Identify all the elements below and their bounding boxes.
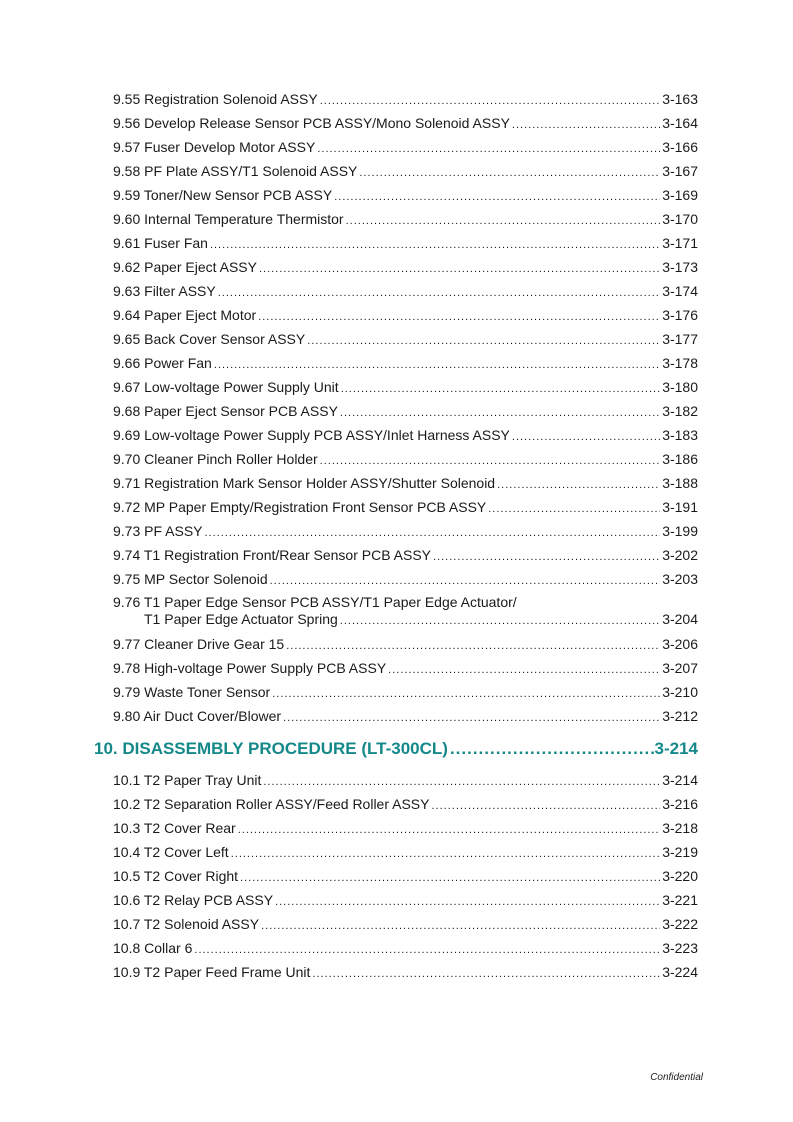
toc-entry[interactable] xyxy=(113,495,698,519)
toc-entry-page: 3-207 xyxy=(662,660,698,676)
dot-leader xyxy=(497,471,660,497)
toc-entry[interactable] xyxy=(113,840,698,864)
dot-leader xyxy=(512,423,660,449)
dot-leader xyxy=(286,632,660,658)
toc-entry-page: 3-171 xyxy=(662,235,698,251)
toc-entry-title: 9.76 T1 Paper Edge Sensor PCB ASSY/T1 Paper Edge Actuator/ xyxy=(113,594,517,610)
dot-leader xyxy=(210,231,660,257)
toc-entry[interactable] xyxy=(113,768,698,792)
dot-leader xyxy=(320,447,661,473)
toc-entry-title: 10.1 T2 Paper Tray Unit xyxy=(113,772,262,788)
toc-entry[interactable] xyxy=(113,816,698,840)
dot-leader xyxy=(431,792,660,818)
toc-entry-title: 9.67 Low-voltage Power Supply Unit xyxy=(113,379,339,395)
table-of-contents xyxy=(94,87,698,984)
toc-entry-page: 3-177 xyxy=(662,331,698,347)
dot-leader xyxy=(263,768,660,794)
dot-leader xyxy=(283,704,660,730)
dot-leader xyxy=(341,375,661,401)
toc-entry[interactable] xyxy=(113,543,698,567)
dot-leader xyxy=(334,183,660,209)
toc-entry[interactable] xyxy=(113,255,698,279)
toc-entry-page: 3-166 xyxy=(662,139,698,155)
toc-entry-title: 9.59 Toner/New Sensor PCB ASSY xyxy=(113,187,333,203)
toc-entry-title: 9.58 PF Plate ASSY/T1 Solenoid ASSY xyxy=(113,163,358,179)
dot-leader xyxy=(340,399,660,425)
toc-section-9-cont xyxy=(113,632,698,728)
dot-leader xyxy=(205,519,661,545)
toc-entry-page: 3-191 xyxy=(662,499,698,515)
toc-entry-page: 3-163 xyxy=(662,91,698,107)
toc-entry[interactable] xyxy=(113,231,698,255)
dot-leader xyxy=(307,327,660,353)
toc-entry-page: 3-188 xyxy=(662,475,698,491)
toc-entry-page: 3-183 xyxy=(662,427,698,443)
toc-entry-page: 3-210 xyxy=(662,684,698,700)
toc-entry-page: 3-180 xyxy=(662,379,698,395)
toc-entry-page: 3-178 xyxy=(662,355,698,371)
toc-entry-title: 10.5 T2 Cover Right xyxy=(113,868,239,884)
toc-entry[interactable] xyxy=(113,792,698,816)
dot-leader xyxy=(238,816,660,842)
toc-entry[interactable] xyxy=(113,423,698,447)
toc-entry-page: 3-214 xyxy=(662,772,698,788)
toc-entry[interactable] xyxy=(113,375,698,399)
dot-leader xyxy=(512,111,660,137)
toc-entry-page: 3-174 xyxy=(662,283,698,299)
toc-entry-title: 9.56 Develop Release Sensor PCB ASSY/Mono Solenoid ASSY xyxy=(113,115,510,131)
toc-entry-page: 3-224 xyxy=(662,964,698,980)
dot-leader xyxy=(317,135,660,161)
toc-entry-title: 9.75 MP Sector Solenoid xyxy=(113,571,268,587)
toc-entry-page: 3-169 xyxy=(662,187,698,203)
dot-leader xyxy=(194,936,660,962)
toc-entry-title: 9.60 Internal Temperature Thermistor xyxy=(113,211,344,227)
toc-entry-title-continued: T1 Paper Edge Actuator Spring xyxy=(144,611,338,627)
toc-entry-page: 3-199 xyxy=(662,523,698,539)
toc-entry-page: 3-170 xyxy=(662,211,698,227)
toc-entry[interactable] xyxy=(113,183,698,207)
chapter-title: 10. DISASSEMBLY PROCEDURE (LT-300CL) xyxy=(94,739,448,758)
toc-entry-title: 9.74 T1 Registration Front/Rear Sensor PCB ASSY xyxy=(113,547,432,563)
toc-entry[interactable] xyxy=(113,159,698,183)
toc-entry-title: 9.71 Registration Mark Sensor Holder ASSY/Shutter Solenoid xyxy=(113,475,496,491)
toc-entry[interactable] xyxy=(113,111,698,135)
toc-entry-title: 10.9 T2 Paper Feed Frame Unit xyxy=(113,964,311,980)
toc-entry-page: 3-186 xyxy=(662,451,698,467)
chapter-page: 3-214 xyxy=(654,739,698,758)
toc-entry[interactable] xyxy=(113,632,698,656)
toc-entry-title: 9.63 Filter ASSY xyxy=(113,283,216,299)
toc-entry[interactable] xyxy=(113,519,698,543)
toc-section-10 xyxy=(113,768,698,984)
toc-entry-page: 3-173 xyxy=(662,259,698,275)
toc-entry[interactable] xyxy=(113,704,698,728)
toc-entry-page: 3-164 xyxy=(662,115,698,131)
toc-entry[interactable] xyxy=(113,327,698,351)
toc-entry[interactable] xyxy=(113,207,698,231)
dot-leader xyxy=(270,567,661,593)
toc-entry-title: 9.68 Paper Eject Sensor PCB ASSY xyxy=(113,403,338,419)
toc-entry[interactable] xyxy=(113,87,698,111)
toc-entry[interactable] xyxy=(113,864,698,888)
dot-leader xyxy=(340,611,660,630)
toc-entry-title: 9.66 Power Fan xyxy=(113,355,212,371)
toc-entry-title: 9.69 Low-voltage Power Supply PCB ASSY/Inlet Harness ASSY xyxy=(113,427,510,443)
toc-entry-page: 3-203 xyxy=(662,571,698,587)
toc-entry-title: 10.2 T2 Separation Roller ASSY/Feed Roller ASSY xyxy=(113,796,430,812)
toc-entry[interactable] xyxy=(113,303,698,327)
toc-entry-page: 3-167 xyxy=(662,163,698,179)
toc-entry-page: 3-206 xyxy=(662,636,698,652)
toc-entry[interactable] xyxy=(113,471,698,495)
toc-entry-page: 3-222 xyxy=(662,916,698,932)
toc-entry-page: 3-216 xyxy=(662,796,698,812)
dot-leader xyxy=(231,840,660,866)
toc-entry-title: 9.73 PF ASSY xyxy=(113,523,203,539)
confidential-footer: Confidential xyxy=(650,1072,703,1083)
dot-leader xyxy=(275,888,660,914)
toc-entry-page: 3-219 xyxy=(662,844,698,860)
dot-leader xyxy=(320,87,660,113)
toc-entry-title: 10.3 T2 Cover Rear xyxy=(113,820,236,836)
toc-entry-page: 3-176 xyxy=(662,307,698,323)
toc-entry-title: 9.78 High-voltage Power Supply PCB ASSY xyxy=(113,660,387,676)
toc-entry-title: 9.61 Fuser Fan xyxy=(113,235,208,251)
dot-leader xyxy=(433,543,660,569)
toc-entry-title: 9.79 Waste Toner Sensor xyxy=(113,684,271,700)
toc-entry-9-76[interactable] xyxy=(113,591,698,632)
toc-entry-title: 9.80 Air Duct Cover/Blower xyxy=(113,708,282,724)
dot-leader xyxy=(346,207,661,233)
toc-entry-title: 10.4 T2 Cover Left xyxy=(113,844,229,860)
toc-entry[interactable] xyxy=(113,936,698,960)
chapter-heading-10[interactable] xyxy=(94,730,698,768)
dot-leader xyxy=(214,351,660,377)
toc-entry[interactable] xyxy=(113,399,698,423)
toc-entry[interactable] xyxy=(113,680,698,704)
dot-leader xyxy=(258,303,660,329)
dot-leader xyxy=(359,159,660,185)
toc-entry-page: 3-223 xyxy=(662,940,698,956)
dot-leader xyxy=(240,864,660,890)
toc-entry-title: 10.6 T2 Relay PCB ASSY xyxy=(113,892,274,908)
dot-leader xyxy=(312,960,660,986)
toc-entry-title: 9.62 Paper Eject ASSY xyxy=(113,259,257,275)
toc-entry[interactable] xyxy=(113,960,698,984)
toc-entry-page: 3-221 xyxy=(662,892,698,908)
toc-entry-page: 3-218 xyxy=(662,820,698,836)
toc-entry[interactable] xyxy=(113,351,698,375)
dot-leader xyxy=(488,495,660,521)
toc-entry[interactable] xyxy=(113,567,698,591)
toc-entry-page: 3-220 xyxy=(662,868,698,884)
toc-entry[interactable] xyxy=(113,888,698,912)
toc-entry[interactable] xyxy=(113,135,698,159)
dot-leader xyxy=(218,279,660,305)
dot-leader xyxy=(259,255,660,281)
toc-entry-title: 9.64 Paper Eject Motor xyxy=(113,307,257,323)
toc-entry-page: 3-212 xyxy=(662,708,698,724)
toc-entry-title: 9.70 Cleaner Pinch Roller Holder xyxy=(113,451,318,467)
toc-entry[interactable] xyxy=(113,912,698,936)
toc-entry-page: 3-182 xyxy=(662,403,698,419)
dot-leader xyxy=(388,656,660,682)
toc-entry-title: 10.7 T2 Solenoid ASSY xyxy=(113,916,260,932)
toc-entry-title: 9.72 MP Paper Empty/Registration Front Sensor PCB ASSY xyxy=(113,499,487,515)
dot-leader xyxy=(272,680,660,706)
toc-entry[interactable] xyxy=(113,279,698,303)
toc-entry[interactable] xyxy=(113,656,698,680)
dot-leader xyxy=(261,912,660,938)
toc-entry[interactable] xyxy=(113,447,698,471)
toc-entry-title: 9.55 Registration Solenoid ASSY xyxy=(113,91,318,107)
toc-entry-page: 3-202 xyxy=(662,547,698,563)
toc-entry-title: 9.77 Cleaner Drive Gear 15 xyxy=(113,636,285,652)
toc-entry-title: 9.57 Fuser Develop Motor ASSY xyxy=(113,139,316,155)
toc-entry-page: 3-204 xyxy=(662,611,698,627)
toc-section-9 xyxy=(113,87,698,591)
toc-entry-title: 10.8 Collar 6 xyxy=(113,940,193,956)
dot-leader xyxy=(450,730,655,768)
toc-entry-title: 9.65 Back Cover Sensor ASSY xyxy=(113,331,306,347)
